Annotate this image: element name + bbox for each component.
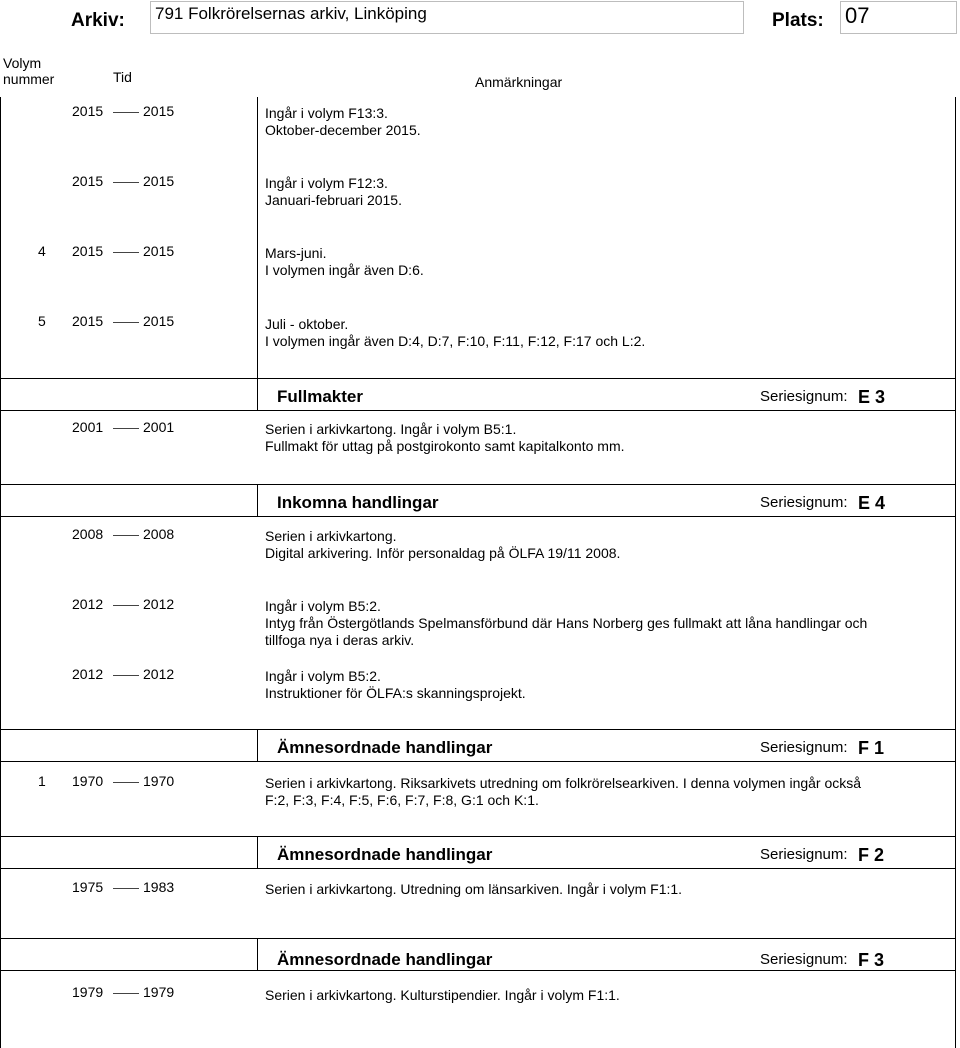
plats-label: Plats: [772,10,824,31]
arkiv-label: Arkiv: [71,10,125,31]
entry-to-year: 1979 [143,984,175,1000]
entry-from-year: 2015 [72,243,104,259]
arkiv-value: 791 Folkrörelsernas arkiv, Linköping [155,4,427,23]
entry-note-line: Ingår i volym F13:3. [265,105,388,121]
year-range-dash [113,112,139,113]
entry-note-line: Januari-februari 2015. [265,192,402,208]
entry-from-year: 1970 [72,773,104,789]
entry-from-year: 2015 [72,313,104,329]
entry-note-line: Serien i arkivkartong. Kulturstipendier. Ingår i volym F1:1. [265,987,620,1003]
entry-note [265,175,945,209]
entry-note-line: Juli - oktober. [265,316,349,332]
entry-to-year: 2012 [143,666,175,682]
entry-note-line: Ingår i volym B5:2. [265,668,381,684]
series-title: Ämnesordnade handlingar [277,950,493,969]
entry-note-line: Oktober-december 2015. [265,122,421,138]
series-divider [0,761,956,762]
plats-field [840,1,957,34]
entry-note [265,881,945,898]
series-title: Inkomna handlingar [277,493,439,512]
entry-note-line: Instruktioner för ÖLFA:s skanningsprojekt. [265,685,526,701]
entry-note-line: F:2, F:3, F:4, F:5, F:6, F:7, F:8, G:1 och K:1. [265,792,539,808]
year-range-dash [113,993,139,994]
column-tid: Tid [113,69,132,85]
entry-note-line: Fullmakt för uttag på postgirokonto samt kapitalkonto mm. [265,438,625,454]
entry-from-year: 2015 [72,173,104,189]
entry-to-year: 1983 [143,879,175,895]
series-signum-label: Seriesignum: [760,388,848,405]
year-range-dash [113,535,139,536]
entry-note [265,316,945,350]
series-divider [0,516,956,517]
series-signum-value: F 3 [858,950,885,970]
entry-note-line: Serien i arkivkartong. Ingår i volym B5:1. [265,421,517,437]
year-range-dash [113,252,139,253]
entry-note [265,987,945,1004]
entry-to-year: 2015 [143,173,175,189]
frame-left-border [0,97,1,1048]
entry-from-year: 1975 [72,879,104,895]
series-signum-value: E 4 [858,493,886,513]
entry-to-year: 2015 [143,243,175,259]
entry-note-line: Serien i arkivkartong. Utredning om länsarkiven. Ingår i volym F1:1. [265,881,683,897]
series-divider-tick [257,938,258,970]
year-range-dash [113,605,139,606]
entry-note [265,105,945,139]
series-title: Ämnesordnade handlingar [277,845,493,864]
column-divider [257,97,258,378]
column-volym-line2: nummer [3,71,55,87]
year-range-dash [113,782,139,783]
year-range-dash [113,322,139,323]
entry-note-line: Ingår i volym B5:2. [265,598,381,614]
entry-note [265,421,945,455]
column-anmarkningar: Anmärkningar [475,74,563,90]
entry-from-year: 2012 [72,596,104,612]
entry-note-line: I volymen ingår även D:6. [265,262,424,278]
entry-note [265,598,945,649]
entry-note-line: Mars-juni. [265,245,327,261]
entry-from-year: 2015 [72,103,104,119]
entry-note [265,528,945,562]
entry-note-line: tillfoga nya i deras arkiv. [265,632,415,648]
series-divider [0,729,956,730]
series-signum-label: Seriesignum: [760,951,848,968]
entry-volume-number: 4 [38,243,46,259]
column-volym [3,55,54,87]
series-divider [0,868,956,869]
entry-note-line: Digital arkivering. Inför personaldag på ÖLFA 19/11 2008. [265,545,621,561]
year-range-dash [113,675,139,676]
entry-volume-number: 1 [38,773,46,789]
series-divider [0,836,956,837]
year-range-dash [113,888,139,889]
year-range-dash [113,182,139,183]
entry-from-year: 1979 [72,984,104,1000]
column-volym-line1: Volym [3,55,42,71]
arkiv-field [150,1,744,34]
year-range-dash [113,428,139,429]
entry-note-line: Intyg från Östergötlands Spelmansförbund där Hans Norberg ges fullmakt att låna handlingar och [265,615,868,631]
series-signum-label: Seriesignum: [760,846,848,863]
entry-note [265,668,945,702]
plats-value: 07 [845,3,870,28]
entry-to-year: 2015 [143,313,175,329]
entry-to-year: 2008 [143,526,175,542]
entry-to-year: 2001 [143,419,175,435]
entry-note-line: Serien i arkivkartong. Riksarkivets utredning om folkrörelsearkiven. I denna volymen ingår också [265,775,862,791]
series-signum-label: Seriesignum: [760,739,848,756]
entry-from-year: 2012 [72,666,104,682]
series-divider-tick [257,378,258,410]
series-divider-tick [257,729,258,761]
series-title: Ämnesordnade handlingar [277,738,493,757]
series-divider [0,938,956,939]
series-signum-value: F 2 [858,845,885,865]
entry-from-year: 2001 [72,419,104,435]
entry-from-year: 2008 [72,526,104,542]
entry-note-line: Serien i arkivkartong. [265,528,397,544]
series-divider [0,970,956,971]
series-divider-tick [257,836,258,868]
series-divider [0,410,956,411]
frame-right-border [955,97,956,1048]
entry-note-line: I volymen ingår även D:4, D:7, F:10, F:11, F:12, F:17 och L:2. [265,333,646,349]
series-signum-value: E 3 [858,387,886,407]
series-title: Fullmakter [277,387,363,406]
series-signum-label: Seriesignum: [760,494,848,511]
entry-note [265,245,945,279]
entry-to-year: 1970 [143,773,175,789]
entry-note-line: Ingår i volym F12:3. [265,175,388,191]
series-signum-value: F 1 [858,738,885,758]
series-divider [0,484,956,485]
series-divider-tick [257,484,258,516]
series-divider [0,378,956,379]
entry-volume-number: 5 [38,313,46,329]
entry-note [265,775,945,809]
entry-to-year: 2015 [143,103,175,119]
entry-to-year: 2012 [143,596,175,612]
